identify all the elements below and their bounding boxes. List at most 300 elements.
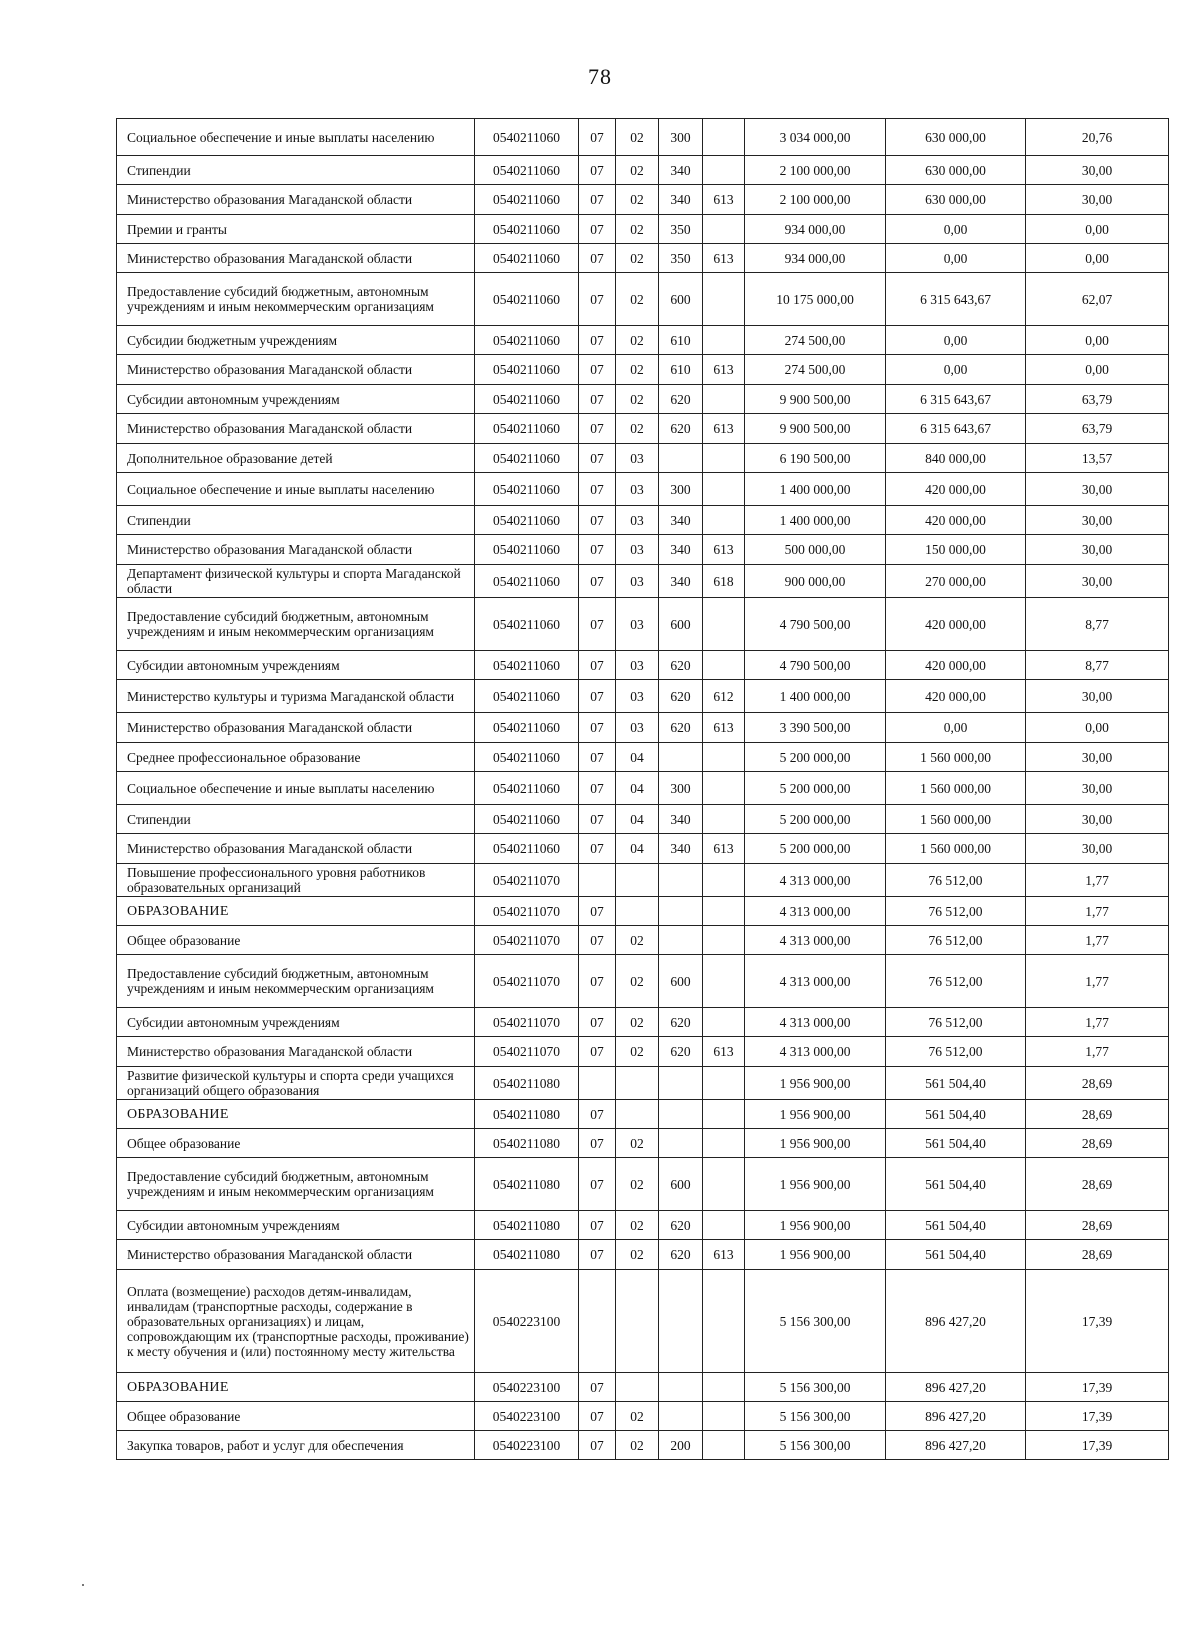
row-admin-code — [703, 444, 745, 473]
row-subsection: 03 — [616, 506, 659, 535]
row-subsection: 02 — [616, 326, 659, 355]
row-section: 07 — [579, 535, 616, 565]
row-name: Предоставление субсидий бюджетным, автономным учреждениям и иным некоммерческим организациям — [117, 1158, 475, 1211]
row-expense-type: 340 — [659, 834, 703, 864]
table-row — [117, 535, 1169, 565]
row-actual-amount: 6 315 643,67 — [886, 414, 1026, 444]
row-admin-code — [703, 1402, 745, 1431]
row-subsection: 02 — [616, 1158, 659, 1211]
row-name: Министерство образования Магаданской области — [117, 535, 475, 565]
row-expense-type: 200 — [659, 1431, 703, 1460]
table-row — [117, 1402, 1169, 1431]
row-section: 07 — [579, 926, 616, 955]
row-actual-amount: 76 512,00 — [886, 897, 1026, 926]
row-expense-type — [659, 926, 703, 955]
row-name: Развитие физической культуры и спорта среди учащихся организаций общего образования — [117, 1067, 475, 1100]
table-row — [117, 156, 1169, 185]
row-expense-type: 620 — [659, 1037, 703, 1067]
row-actual-amount: 0,00 — [886, 244, 1026, 273]
row-section: 07 — [579, 772, 616, 805]
row-subsection: 03 — [616, 444, 659, 473]
row-expense-type: 600 — [659, 1158, 703, 1211]
row-code: 0540211070 — [475, 864, 579, 897]
row-actual-amount: 76 512,00 — [886, 955, 1026, 1008]
row-code: 0540211080 — [475, 1158, 579, 1211]
table-row — [117, 834, 1169, 864]
row-subsection: 02 — [616, 1008, 659, 1037]
row-subsection — [616, 1067, 659, 1100]
row-admin-code — [703, 805, 745, 834]
row-plan-amount: 1 400 000,00 — [745, 473, 886, 506]
row-section: 07 — [579, 834, 616, 864]
row-actual-amount: 0,00 — [886, 326, 1026, 355]
row-code: 0540211060 — [475, 444, 579, 473]
table-row — [117, 1158, 1169, 1211]
row-name: Стипендии — [117, 506, 475, 535]
row-name: Среднее профессиональное образование — [117, 743, 475, 772]
row-name: Стипендии — [117, 805, 475, 834]
row-section: 07 — [579, 1402, 616, 1431]
row-expense-type: 620 — [659, 651, 703, 680]
row-plan-amount: 4 313 000,00 — [745, 897, 886, 926]
row-name: Закупка товаров, работ и услуг для обеспечения — [117, 1431, 475, 1460]
row-expense-type: 350 — [659, 244, 703, 273]
row-name: Оплата (возмещение) расходов детям-инвалидам, инвалидам (транспортные расходы, содержание в образовательных организациях) и лицам, сопровождающим их (транспортные расходы, проживание) к месту обучения и (или) постоянному месту жительства — [117, 1270, 475, 1373]
row-actual-amount: 561 504,40 — [886, 1129, 1026, 1158]
row-expense-type — [659, 897, 703, 926]
row-percent: 30,00 — [1026, 473, 1169, 506]
row-admin-code — [703, 473, 745, 506]
row-code: 0540211060 — [475, 565, 579, 598]
row-plan-amount: 10 175 000,00 — [745, 273, 886, 326]
row-plan-amount: 4 790 500,00 — [745, 598, 886, 651]
row-section: 07 — [579, 713, 616, 743]
row-actual-amount: 0,00 — [886, 355, 1026, 385]
row-plan-amount: 5 156 300,00 — [745, 1402, 886, 1431]
row-admin-code: 613 — [703, 185, 745, 215]
row-actual-amount: 630 000,00 — [886, 185, 1026, 215]
row-expense-type: 340 — [659, 535, 703, 565]
row-percent: 1,77 — [1026, 897, 1169, 926]
row-code: 0540211060 — [475, 273, 579, 326]
row-percent: 30,00 — [1026, 506, 1169, 535]
row-expense-type: 600 — [659, 273, 703, 326]
row-name: Субсидии бюджетным учреждениям — [117, 326, 475, 355]
row-admin-code: 613 — [703, 834, 745, 864]
row-plan-amount: 9 900 500,00 — [745, 385, 886, 414]
row-subsection — [616, 1270, 659, 1373]
row-code: 0540211060 — [475, 535, 579, 565]
row-section: 07 — [579, 355, 616, 385]
row-admin-code — [703, 1008, 745, 1037]
row-code: 0540211080 — [475, 1240, 579, 1270]
row-percent: 30,00 — [1026, 535, 1169, 565]
row-admin-code — [703, 772, 745, 805]
row-percent: 28,69 — [1026, 1158, 1169, 1211]
table-row — [117, 473, 1169, 506]
row-actual-amount: 420 000,00 — [886, 651, 1026, 680]
row-section: 07 — [579, 1158, 616, 1211]
row-plan-amount: 934 000,00 — [745, 215, 886, 244]
table-row — [117, 772, 1169, 805]
row-subsection: 02 — [616, 1402, 659, 1431]
row-plan-amount: 5 156 300,00 — [745, 1270, 886, 1373]
row-admin-code — [703, 1211, 745, 1240]
row-section: 07 — [579, 244, 616, 273]
row-subsection: 04 — [616, 834, 659, 864]
row-actual-amount: 630 000,00 — [886, 156, 1026, 185]
row-section: 07 — [579, 1211, 616, 1240]
row-expense-type — [659, 743, 703, 772]
row-subsection: 02 — [616, 244, 659, 273]
row-code: 0540211060 — [475, 743, 579, 772]
row-expense-type: 300 — [659, 119, 703, 156]
row-plan-amount: 5 200 000,00 — [745, 805, 886, 834]
row-actual-amount: 561 504,40 — [886, 1100, 1026, 1129]
row-subsection: 03 — [616, 598, 659, 651]
row-name: Министерство образования Магаданской области — [117, 1240, 475, 1270]
row-percent: 17,39 — [1026, 1373, 1169, 1402]
row-percent: 0,00 — [1026, 713, 1169, 743]
row-plan-amount: 1 956 900,00 — [745, 1100, 886, 1129]
row-plan-amount: 1 956 900,00 — [745, 1158, 886, 1211]
row-actual-amount: 420 000,00 — [886, 473, 1026, 506]
table-row — [117, 926, 1169, 955]
row-plan-amount: 6 190 500,00 — [745, 444, 886, 473]
table-row — [117, 244, 1169, 273]
row-name: Департамент физической культуры и спорта Магаданской области — [117, 565, 475, 598]
row-actual-amount: 630 000,00 — [886, 119, 1026, 156]
table-row — [117, 1240, 1169, 1270]
row-admin-code: 613 — [703, 1037, 745, 1067]
row-code: 0540211060 — [475, 326, 579, 355]
row-section: 07 — [579, 1240, 616, 1270]
row-admin-code: 613 — [703, 1240, 745, 1270]
row-plan-amount: 4 313 000,00 — [745, 1008, 886, 1037]
row-percent: 0,00 — [1026, 326, 1169, 355]
row-section: 07 — [579, 215, 616, 244]
row-name: Повышение профессионального уровня работников образовательных организаций — [117, 864, 475, 897]
row-plan-amount: 5 156 300,00 — [745, 1431, 886, 1460]
row-admin-code — [703, 326, 745, 355]
row-admin-code: 618 — [703, 565, 745, 598]
row-percent: 63,79 — [1026, 414, 1169, 444]
row-admin-code — [703, 1129, 745, 1158]
row-name: Министерство образования Магаданской области — [117, 355, 475, 385]
row-percent: 28,69 — [1026, 1067, 1169, 1100]
row-admin-code — [703, 1100, 745, 1129]
row-section: 07 — [579, 897, 616, 926]
row-plan-amount: 1 956 900,00 — [745, 1211, 886, 1240]
row-percent: 28,69 — [1026, 1129, 1169, 1158]
row-actual-amount: 150 000,00 — [886, 535, 1026, 565]
row-section: 07 — [579, 1037, 616, 1067]
row-section: 07 — [579, 805, 616, 834]
row-name: Премии и гранты — [117, 215, 475, 244]
row-admin-code — [703, 926, 745, 955]
row-subsection — [616, 1100, 659, 1129]
table-row — [117, 506, 1169, 535]
row-percent: 30,00 — [1026, 772, 1169, 805]
row-admin-code — [703, 119, 745, 156]
row-section: 07 — [579, 156, 616, 185]
row-actual-amount: 0,00 — [886, 713, 1026, 743]
table-row — [117, 805, 1169, 834]
row-subsection: 02 — [616, 1037, 659, 1067]
table-row — [117, 1211, 1169, 1240]
row-name: Общее образование — [117, 1402, 475, 1431]
row-admin-code — [703, 1067, 745, 1100]
row-section: 07 — [579, 273, 616, 326]
row-code: 0540211070 — [475, 926, 579, 955]
row-code: 0540211080 — [475, 1100, 579, 1129]
scan-speck — [82, 1584, 84, 1586]
table-row — [117, 385, 1169, 414]
row-section: 07 — [579, 473, 616, 506]
table-row — [117, 326, 1169, 355]
row-percent: 30,00 — [1026, 834, 1169, 864]
table-row — [117, 1067, 1169, 1100]
row-plan-amount: 500 000,00 — [745, 535, 886, 565]
row-section: 07 — [579, 680, 616, 713]
row-actual-amount: 840 000,00 — [886, 444, 1026, 473]
row-percent: 30,00 — [1026, 185, 1169, 215]
row-expense-type: 610 — [659, 355, 703, 385]
row-plan-amount: 2 100 000,00 — [745, 156, 886, 185]
row-plan-amount: 5 200 000,00 — [745, 834, 886, 864]
row-plan-amount: 3 390 500,00 — [745, 713, 886, 743]
row-expense-type: 620 — [659, 713, 703, 743]
row-percent: 28,69 — [1026, 1211, 1169, 1240]
row-expense-type — [659, 1100, 703, 1129]
table-body — [117, 119, 1169, 1460]
row-code: 0540211060 — [475, 680, 579, 713]
row-plan-amount: 274 500,00 — [745, 326, 886, 355]
row-plan-amount: 934 000,00 — [745, 244, 886, 273]
row-section — [579, 1067, 616, 1100]
row-percent: 13,57 — [1026, 444, 1169, 473]
budget-table — [116, 118, 1169, 1460]
row-percent: 8,77 — [1026, 598, 1169, 651]
row-actual-amount: 6 315 643,67 — [886, 273, 1026, 326]
table-row — [117, 355, 1169, 385]
row-expense-type: 300 — [659, 473, 703, 506]
row-plan-amount: 4 790 500,00 — [745, 651, 886, 680]
row-code: 0540211060 — [475, 355, 579, 385]
row-section: 07 — [579, 1008, 616, 1037]
row-expense-type: 300 — [659, 772, 703, 805]
row-name: Субсидии автономным учреждениям — [117, 1008, 475, 1037]
row-admin-code — [703, 215, 745, 244]
row-actual-amount: 561 504,40 — [886, 1158, 1026, 1211]
row-admin-code — [703, 1431, 745, 1460]
row-section: 07 — [579, 506, 616, 535]
table-row — [117, 713, 1169, 743]
row-percent: 17,39 — [1026, 1431, 1169, 1460]
row-code: 0540211060 — [475, 244, 579, 273]
row-section — [579, 864, 616, 897]
row-code: 0540211060 — [475, 385, 579, 414]
table-row — [117, 1129, 1169, 1158]
table-row — [117, 1037, 1169, 1067]
row-name: ОБРАЗОВАНИЕ — [117, 1373, 475, 1402]
row-code: 0540211070 — [475, 1037, 579, 1067]
row-actual-amount: 76 512,00 — [886, 864, 1026, 897]
row-plan-amount: 4 313 000,00 — [745, 1037, 886, 1067]
row-name: Министерство образования Магаданской области — [117, 414, 475, 444]
row-subsection: 02 — [616, 414, 659, 444]
row-expense-type — [659, 444, 703, 473]
row-name: Общее образование — [117, 926, 475, 955]
row-expense-type — [659, 1402, 703, 1431]
row-subsection: 02 — [616, 355, 659, 385]
row-actual-amount: 896 427,20 — [886, 1431, 1026, 1460]
table-row — [117, 1100, 1169, 1129]
row-name: Стипендии — [117, 156, 475, 185]
row-expense-type — [659, 1129, 703, 1158]
row-expense-type: 620 — [659, 1240, 703, 1270]
row-subsection: 04 — [616, 743, 659, 772]
row-percent: 1,77 — [1026, 1037, 1169, 1067]
table-row — [117, 651, 1169, 680]
row-code: 0540211070 — [475, 897, 579, 926]
row-expense-type: 350 — [659, 215, 703, 244]
row-admin-code — [703, 955, 745, 1008]
row-name: Социальное обеспечение и иные выплаты населению — [117, 473, 475, 506]
row-name: Министерство образования Магаданской области — [117, 834, 475, 864]
row-name: Дополнительное образование детей — [117, 444, 475, 473]
row-plan-amount: 2 100 000,00 — [745, 185, 886, 215]
row-actual-amount: 420 000,00 — [886, 680, 1026, 713]
row-actual-amount: 1 560 000,00 — [886, 772, 1026, 805]
row-admin-code — [703, 864, 745, 897]
row-percent: 1,77 — [1026, 1008, 1169, 1037]
row-admin-code — [703, 156, 745, 185]
row-section: 07 — [579, 444, 616, 473]
row-name: ОБРАЗОВАНИЕ — [117, 897, 475, 926]
row-section: 07 — [579, 598, 616, 651]
row-expense-type — [659, 1067, 703, 1100]
table-row — [117, 119, 1169, 156]
row-section: 07 — [579, 651, 616, 680]
row-percent: 17,39 — [1026, 1402, 1169, 1431]
row-actual-amount: 76 512,00 — [886, 1037, 1026, 1067]
row-code: 0540211070 — [475, 955, 579, 1008]
row-admin-code — [703, 1373, 745, 1402]
row-code: 0540211060 — [475, 185, 579, 215]
table-row — [117, 680, 1169, 713]
row-percent: 30,00 — [1026, 680, 1169, 713]
row-expense-type: 340 — [659, 565, 703, 598]
table-row — [117, 414, 1169, 444]
table-row — [117, 1373, 1169, 1402]
row-subsection — [616, 1373, 659, 1402]
row-code: 0540211080 — [475, 1067, 579, 1100]
row-code: 0540211070 — [475, 1008, 579, 1037]
row-code: 0540211060 — [475, 119, 579, 156]
row-name: Предоставление субсидий бюджетным, автономным учреждениям и иным некоммерческим организациям — [117, 955, 475, 1008]
row-code: 0540211060 — [475, 805, 579, 834]
row-expense-type: 600 — [659, 955, 703, 1008]
row-code: 0540211060 — [475, 713, 579, 743]
row-section: 07 — [579, 326, 616, 355]
table-row — [117, 565, 1169, 598]
row-admin-code — [703, 385, 745, 414]
row-subsection: 04 — [616, 772, 659, 805]
row-expense-type: 340 — [659, 805, 703, 834]
row-subsection: 02 — [616, 119, 659, 156]
row-section: 07 — [579, 119, 616, 156]
row-section: 07 — [579, 1100, 616, 1129]
row-admin-code — [703, 273, 745, 326]
table-row — [117, 897, 1169, 926]
row-expense-type — [659, 1373, 703, 1402]
row-plan-amount: 4 313 000,00 — [745, 955, 886, 1008]
row-section: 07 — [579, 743, 616, 772]
row-expense-type: 620 — [659, 1211, 703, 1240]
row-name: Предоставление субсидий бюджетным, автономным учреждениям и иным некоммерческим организациям — [117, 598, 475, 651]
row-subsection — [616, 864, 659, 897]
table-row — [117, 1270, 1169, 1373]
row-code: 0540223100 — [475, 1402, 579, 1431]
row-admin-code — [703, 1158, 745, 1211]
row-plan-amount: 5 156 300,00 — [745, 1373, 886, 1402]
row-code: 0540211060 — [475, 473, 579, 506]
row-expense-type: 620 — [659, 414, 703, 444]
row-plan-amount: 1 956 900,00 — [745, 1067, 886, 1100]
row-admin-code — [703, 1270, 745, 1373]
row-section: 07 — [579, 185, 616, 215]
row-percent: 30,00 — [1026, 156, 1169, 185]
row-plan-amount: 1 956 900,00 — [745, 1129, 886, 1158]
table-row — [117, 1008, 1169, 1037]
row-plan-amount: 5 200 000,00 — [745, 772, 886, 805]
row-subsection: 02 — [616, 156, 659, 185]
row-expense-type: 610 — [659, 326, 703, 355]
row-actual-amount: 896 427,20 — [886, 1402, 1026, 1431]
row-code: 0540211080 — [475, 1211, 579, 1240]
table-row — [117, 444, 1169, 473]
table-row — [117, 955, 1169, 1008]
row-admin-code: 613 — [703, 535, 745, 565]
row-name: Общее образование — [117, 1129, 475, 1158]
row-name: Социальное обеспечение и иные выплаты населению — [117, 119, 475, 156]
row-subsection: 02 — [616, 273, 659, 326]
row-code: 0540211060 — [475, 598, 579, 651]
row-subsection: 02 — [616, 926, 659, 955]
row-subsection: 02 — [616, 185, 659, 215]
row-percent: 1,77 — [1026, 955, 1169, 1008]
row-expense-type: 340 — [659, 506, 703, 535]
row-plan-amount: 4 313 000,00 — [745, 864, 886, 897]
row-actual-amount: 6 315 643,67 — [886, 385, 1026, 414]
row-subsection: 02 — [616, 215, 659, 244]
row-actual-amount: 561 504,40 — [886, 1067, 1026, 1100]
row-admin-code — [703, 743, 745, 772]
row-section: 07 — [579, 385, 616, 414]
row-code: 0540211060 — [475, 651, 579, 680]
table-row — [117, 1431, 1169, 1460]
row-name: Социальное обеспечение и иные выплаты населению — [117, 772, 475, 805]
row-actual-amount: 0,00 — [886, 215, 1026, 244]
row-subsection: 02 — [616, 1240, 659, 1270]
row-subsection: 02 — [616, 1431, 659, 1460]
row-percent: 17,39 — [1026, 1270, 1169, 1373]
row-actual-amount: 1 560 000,00 — [886, 834, 1026, 864]
row-plan-amount: 9 900 500,00 — [745, 414, 886, 444]
row-section: 07 — [579, 955, 616, 1008]
row-code: 0540211060 — [475, 834, 579, 864]
